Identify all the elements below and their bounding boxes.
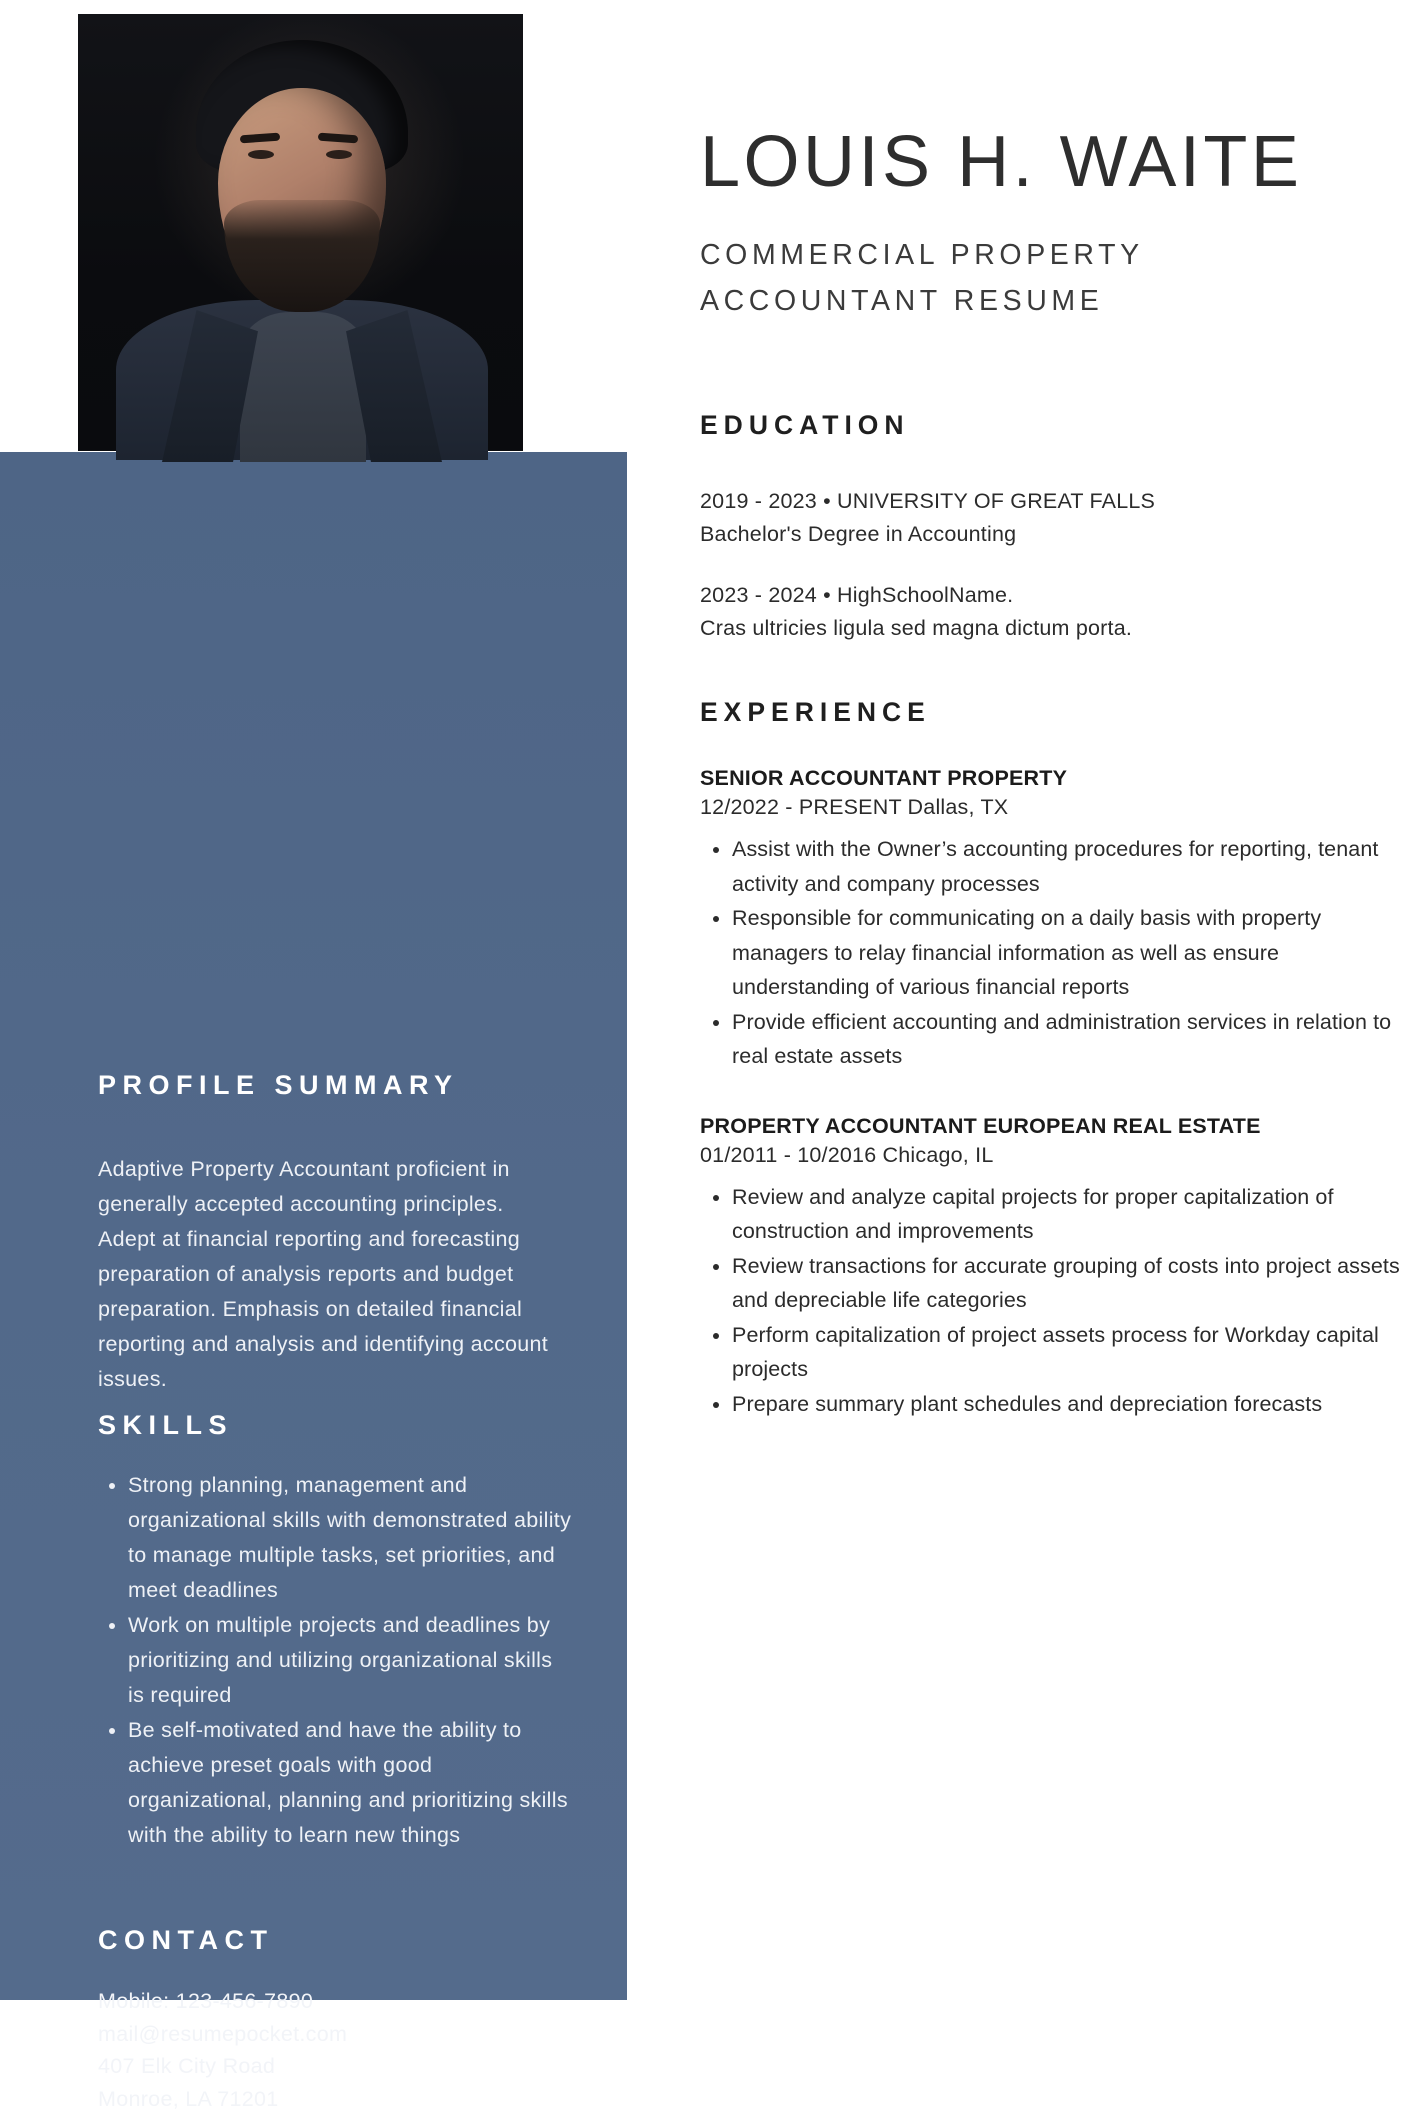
profile-summary-text: Adaptive Property Accountant proficient in generally accepted accounting principles. Adept at financial reporting and forecasting preparation of analysis reports and budget preparation. Emphasis on detailed financial reporting and analysis and identifying account issues. <box>98 1152 553 1397</box>
education-entry-degree: Bachelor's Degree in Accounting <box>700 518 1400 551</box>
experience-bullets <box>700 1180 1400 1422</box>
experience-job-meta: 12/2022 - PRESENT Dallas, TX <box>700 795 1400 820</box>
list-item: • Be self-motivated and have the ability to achieve preset goals with good organizational, planning and prioritizing skills with the ability to learn new things <box>128 1713 573 1853</box>
contact-address-city: Monroe, LA 71201 <box>98 2083 558 2115</box>
experience-job-meta: 01/2011 - 10/2016 Chicago, IL <box>700 1143 1400 1168</box>
photo-eye-left-shape <box>248 150 274 159</box>
contact-mobile: Mobile: 123-456-7890 <box>98 1985 558 2018</box>
contact-heading: CONTACT <box>98 1925 558 1956</box>
avatar <box>78 14 523 451</box>
page-title: LOUIS H. WAITE <box>700 118 1330 206</box>
list-item: • Provide efficient accounting and administration services in relation to real estate assets <box>732 1005 1400 1074</box>
list-item: • Review and analyze capital projects for proper capitalization of construction and improvements <box>732 1180 1400 1249</box>
page-subtitle: COMMERCIAL PROPERTY ACCOUNTANT RESUME <box>700 232 1320 324</box>
education-entry-degree: Cras ultricies ligula sed magna dictum porta. <box>700 612 1400 645</box>
experience-heading: EXPERIENCE <box>700 697 1400 728</box>
experience-job-title: PROPERTY ACCOUNTANT EUROPEAN REAL ESTATE <box>700 1114 1400 1139</box>
contact-address-street: 407 Elk City Road <box>98 2050 558 2083</box>
photo-eye-right-shape <box>326 150 352 159</box>
photo-beard-shape <box>224 200 380 312</box>
profile-summary-heading: PROFILE SUMMARY <box>98 1070 558 1101</box>
main-content <box>700 0 1400 1421</box>
experience-bullets <box>700 832 1400 1074</box>
list-item: • Prepare summary plant schedules and depreciation forecasts <box>732 1387 1400 1422</box>
list-item: • Perform capitalization of project assets process for Workday capital projects <box>732 1318 1400 1387</box>
list-item: • Review transactions for accurate grouping of costs into project assets and depreciable life categories <box>732 1249 1400 1318</box>
list-item: • Responsible for communicating on a daily basis with property managers to relay financial information as well as ensure understanding of various financial reports <box>732 901 1400 1005</box>
list-item: • Strong planning, management and organizational skills with demonstrated ability to manage multiple tasks, set priorities, and meet deadlines <box>128 1468 573 1608</box>
education-entry-period-school: 2023 - 2024 • HighSchoolName. <box>700 579 1400 612</box>
education-entry-period-school: 2019 - 2023 • UNIVERSITY OF GREAT FALLS <box>700 485 1400 518</box>
list-item: • Assist with the Owner’s accounting procedures for reporting, tenant activity and company processes <box>732 832 1400 901</box>
experience-job-title: SENIOR ACCOUNTANT PROPERTY <box>700 766 1400 791</box>
list-item: • Work on multiple projects and deadlines by prioritizing and utilizing organizational skills is required <box>128 1608 573 1713</box>
skills-heading: SKILLS <box>98 1410 558 1441</box>
headshot-photo <box>78 14 523 451</box>
contact-email[interactable]: mail@resumepocket.com <box>98 2018 558 2051</box>
education-heading: EDUCATION <box>700 410 1400 441</box>
skills-list <box>98 1468 573 1853</box>
